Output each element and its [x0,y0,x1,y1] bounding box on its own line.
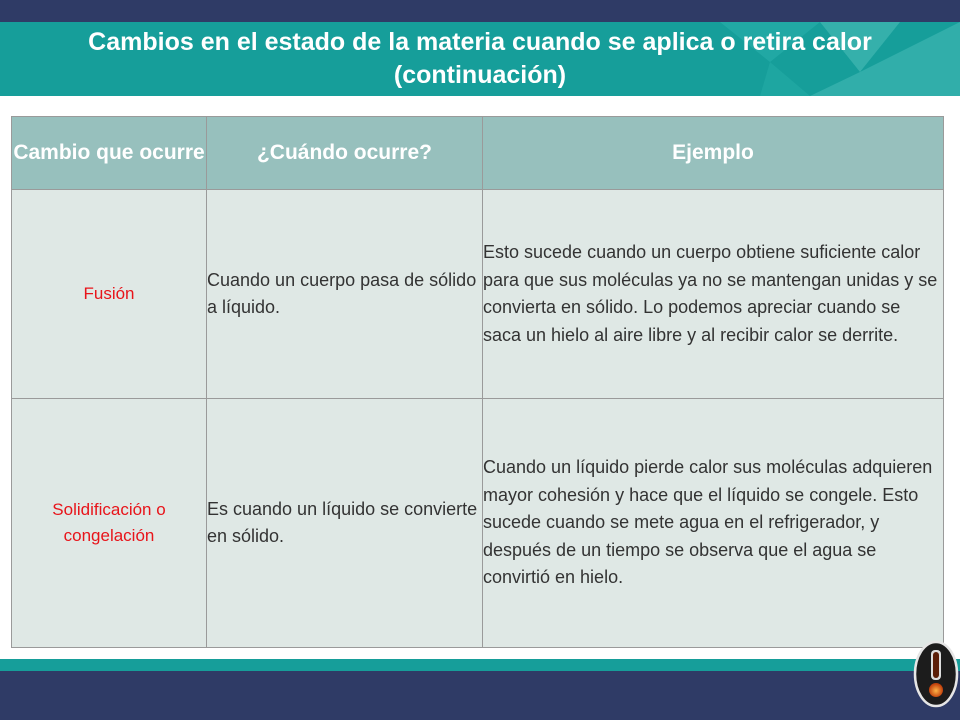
states-of-matter-table [11,116,944,648]
warning-exclamation-icon [913,640,959,708]
cell-example: Esto sucede cuando un cuerpo obtiene suficiente calor para que sus moléculas ya no se mantengan unidas y se convierta en sólido. Lo podemos apreciar cuando se saca un hielo al aire libre y al recibir calor se derrite. [483,190,944,399]
header-change: Cambio que ocurre [12,117,207,190]
cell-when: Cuando un cuerpo pasa de sólido a líquido. [207,190,483,399]
header-when: ¿Cuándo ocurre? [207,117,483,190]
bottom-navy-bar [0,671,960,720]
cell-change-name: Solidificación o congelación [12,399,207,648]
table-header-row [12,117,944,190]
slide-title-line-2: (continuación) [393,61,567,89]
title-banner [0,22,960,96]
cell-change-name: Fusión [12,190,207,399]
cell-when: Es cuando un líquido se convierte en sólido. [207,399,483,648]
bottom-teal-stripe [0,659,960,671]
slide-title-line-1: Cambios en el estado de la materia cuando se aplica o retira calor [88,28,872,56]
top-navy-bar [0,0,960,22]
table-row [12,190,944,399]
cell-example: Cuando un líquido pierde calor sus moléculas adquieren mayor cohesión y hace que el líquido se congele. Esto sucede cuando se mete agua en el refrigerador, y después de un tiempo se observa que el agua se convirtió en hielo. [483,399,944,648]
header-example: Ejemplo [483,117,944,190]
table-row [12,399,944,648]
slide-title [0,22,960,96]
